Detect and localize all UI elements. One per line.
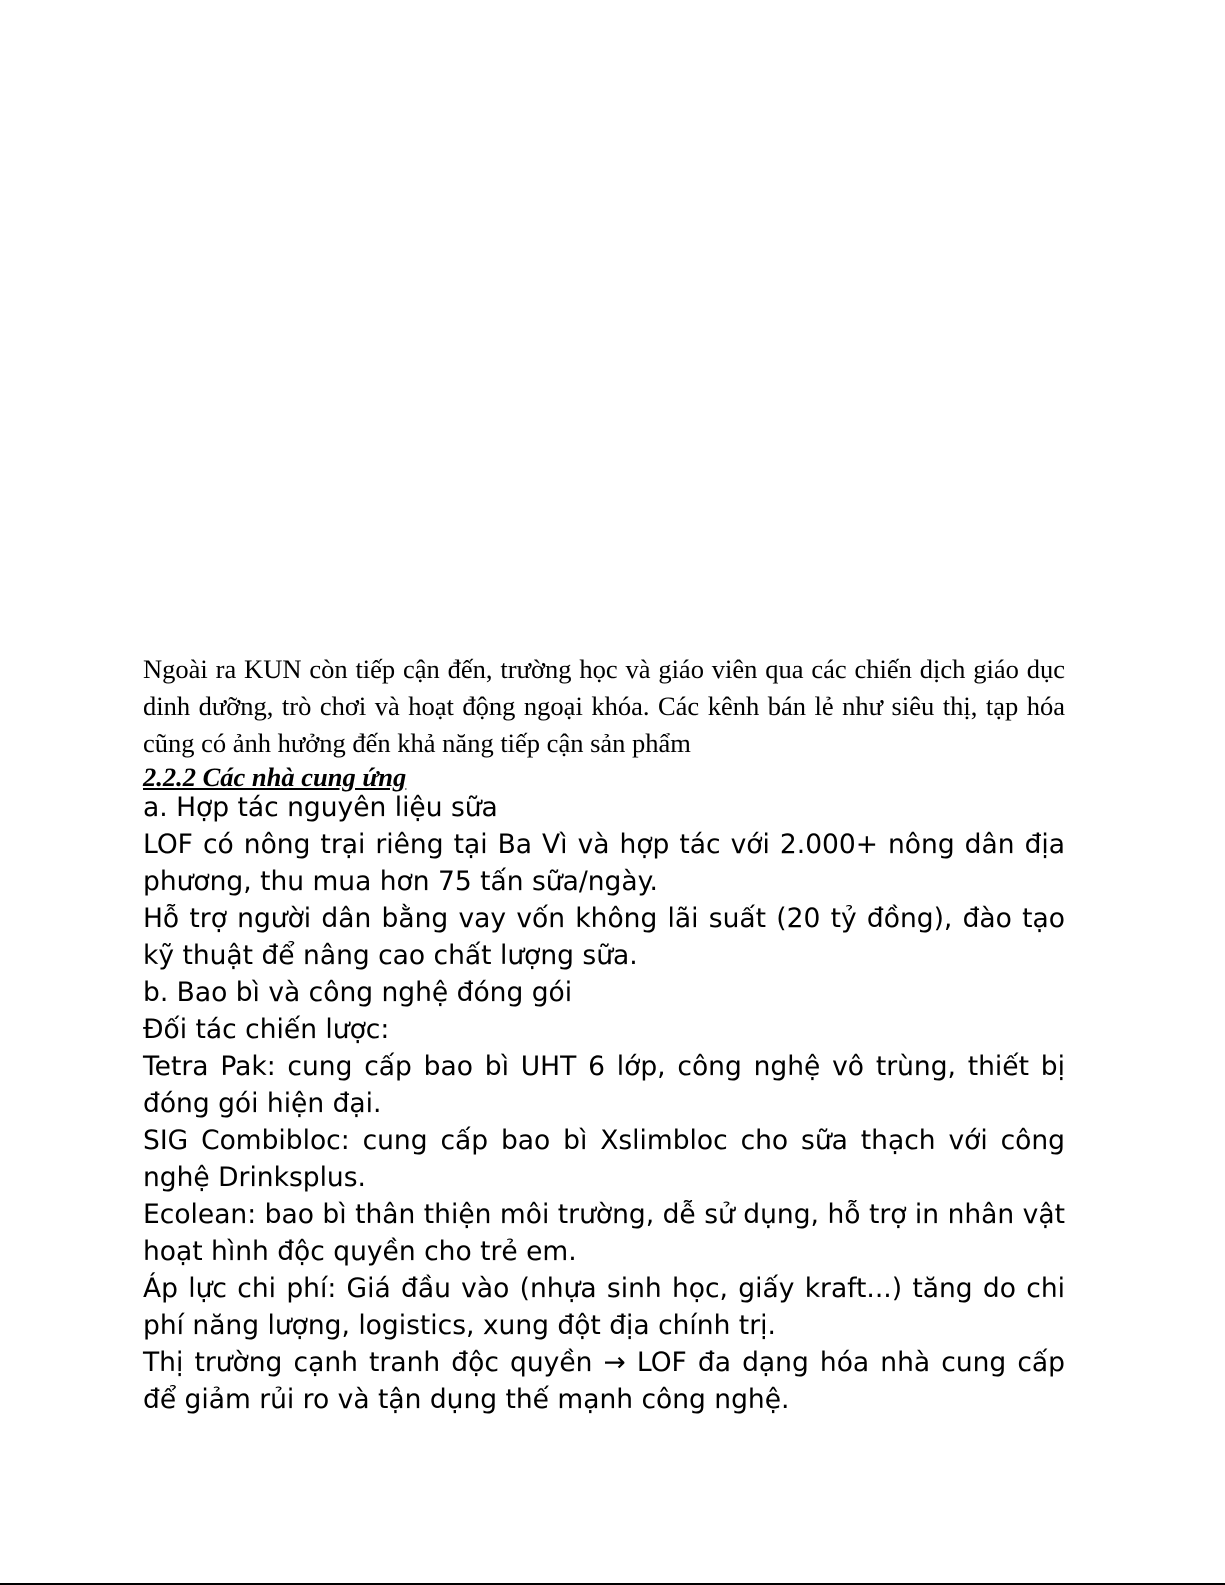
- intro-paragraph: Ngoài ra KUN còn tiếp cận đến, trường học và giáo viên qua các chiến dịch giáo dục dinh dưỡng, trò chơi và hoạt động ngoại khóa. Các kênh bán lẻ như siêu thị, tạp hóa cũng có ảnh hưởng đến khả năng tiếp cận sản phẩm: [143, 654, 1065, 758]
- page-content: [143, 651, 1065, 1418]
- supplier-section-body: [143, 789, 1065, 1418]
- paragraph-support: Hỗ trợ người dân bằng vay vốn không lãi suất (20 tỷ đồng), đào tạo kỹ thuật để nâng cao chất lượng sữa.: [143, 903, 1065, 971]
- paragraph-strategic-partners: Đối tác chiến lược:: [143, 1014, 390, 1045]
- paragraph-ecolean: Ecolean: bao bì thân thiện môi trường, dễ sử dụng, hỗ trợ in nhân vật hoạt hình độc quyền cho trẻ em.: [143, 1199, 1065, 1267]
- subheading-milk-materials: a. Hợp tác nguyên liệu sữa: [143, 792, 498, 823]
- paragraph-market: Thị trường cạnh tranh độc quyền → LOF đa dạng hóa nhà cung cấp để giảm rủi ro và tận dụng thế mạnh công nghệ.: [143, 1347, 1065, 1415]
- subheading-packaging: b. Bao bì và công nghệ đóng gói: [143, 977, 573, 1008]
- paragraph-sig-combibloc: SIG Combibloc: cung cấp bao bì Xslimbloc cho sữa thạch với công nghệ Drinksplus.: [143, 1125, 1065, 1193]
- section-heading: 2.2.2 Các nhà cung ứng: [143, 762, 407, 792]
- paragraph-cost-pressure: Áp lực chi phí: Giá đầu vào (nhựa sinh học, giấy kraft...) tăng do chi phí năng lượng, logistics, xung đột địa chính trị.: [143, 1273, 1065, 1341]
- paragraph-tetra-pak: Tetra Pak: cung cấp bao bì UHT 6 lớp, công nghệ vô trùng, thiết bị đóng gói hiện đại.: [143, 1051, 1065, 1119]
- paragraph-farm: LOF có nông trại riêng tại Ba Vì và hợp tác với 2.000+ nông dân địa phương, thu mua hơn 75 tấn sữa/ngày.: [143, 829, 1065, 897]
